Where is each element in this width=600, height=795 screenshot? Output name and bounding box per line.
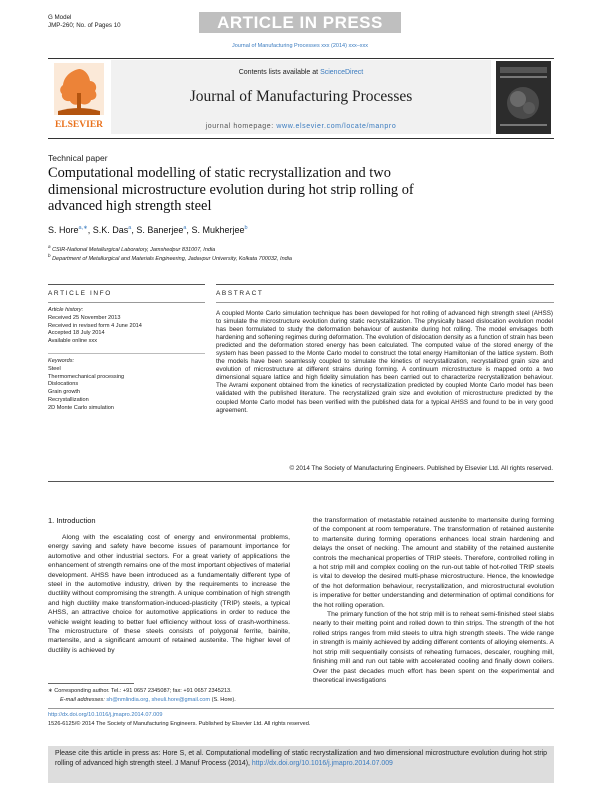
affiliation-sup: a: [48, 244, 51, 249]
cite-doi-link[interactable]: http://dx.doi.org/10.1016/j.jmapro.2014.07.009: [251, 760, 393, 767]
elsevier-wordmark: ELSEVIER: [54, 120, 104, 130]
abstract-copyright: © 2014 The Society of Manufacturing Engineers. Published by Elsevier Ltd. All rights reserved.: [289, 465, 553, 472]
divider: [48, 481, 554, 482]
author-sep: ,: [87, 225, 93, 235]
journal-homepage: [111, 123, 491, 130]
email-links[interactable]: sh@nmlindia.org, sheuli.hore@gmail.com: [106, 697, 211, 703]
author-name[interactable]: S. Hore: [48, 225, 79, 235]
corresponding-author-note: ∗ Corresponding author. Tel.: +91 0657 2345087; fax: +91 0657 2345213.: [48, 688, 232, 694]
divider: [48, 284, 205, 285]
keyword: Thermomechanical processing: [48, 373, 125, 380]
intro-right-column: [313, 516, 554, 685]
cite-text: Please cite this article in press as: Hore S, et al. Computational modelling of static recrystallization and two dimensional microstructure evolution during hot strip rolling of advanced high strength steel. J Manuf Process (2014),: [55, 750, 547, 767]
divider: [216, 284, 554, 285]
email-suffix: (S. Hore).: [210, 697, 236, 703]
paragraph: Along with the escalating cost of energy and environmental problems, energy saving and safety have become issues of paramount importance for automotive and other industrial sectors. For a great variety of applications the enhancement of strength remains one of the most important objectives of material development. AHSS have been introduced as a fundamentally different type of steel in the automotive industry, driven by the requirements to increase the ductility without compromising the strength. A unique combination of high strength and high ductility make transformation-induced-plasticity (TRIP) steels, a typical AHSS, an attractive choice for automotive applications in order to reduce the vehicle weight leading to better fuel efficiency without loss of crash-worthiness. The microstructure of these steels consists of polygonal ferrite, bainite, martensite, and a significant amount of retained austenite. The higher level of ductility is achieved by: [48, 534, 290, 654]
author-sup[interactable]: a,∗: [78, 225, 88, 231]
doi-link[interactable]: http://dx.doi.org/10.1016/j.jmapro.2014.07.009: [48, 712, 163, 718]
keyword: Recrystallization: [48, 396, 89, 403]
article-info-heading: ARTICLE INFO: [48, 290, 112, 297]
history-item: Received in revised form 4 June 2014: [48, 322, 142, 329]
affiliation: [48, 253, 292, 262]
author-name[interactable]: S. Banerjee: [136, 225, 184, 235]
intro-left-column: [48, 533, 290, 655]
keywords-label: Keywords:: [48, 358, 75, 364]
paragraph: the transformation of metastable retained austenite to martensite during forming of the component at room temperature. The transformation of retained austenite to martensite during forming operations enhances local strain hardening and delays the onset of necking. The amount and stability of the retained austenite controls the mechanical properties of TRIP steels. Therefore, controlled rolling in a hot strip mill and complex cooling on the run-out table of hot-rolled TRIP steels is vital to develop the desired multi-phase microstructure. Hence, the knowledge of the hot deformation behaviour, recrystallization, and microstructural evolution is imperative for better understanding and determination of optimal conditions for the hot rolling operation.: [313, 517, 554, 609]
email-note: [60, 697, 236, 703]
history-item: Available online xxx: [48, 338, 98, 345]
journal-citation-line[interactable]: Journal of Manufacturing Processes xxx (2014) xxx–xxx: [231, 43, 369, 49]
history-item: Received 25 November 2013: [48, 314, 121, 321]
issn-line: 1526-6125/© 2014 The Society of Manufacturing Engineers. Published by Elsevier Ltd. All rights reserved.: [48, 721, 311, 727]
keyword: 2D Monte Carlo simulation: [48, 404, 114, 411]
footnote-rule: [48, 683, 134, 684]
affiliation-text: Department of Metallurgical and Materials Engineering, Jadavpur University, Kolkata 700032, India: [52, 255, 292, 262]
journal-ref-block: [48, 14, 121, 30]
jmp-ref: JMP-260;: [48, 22, 75, 29]
journal-cover-thumbnail: [496, 61, 551, 134]
keywords: [48, 358, 205, 413]
title-line: Computational modelling of static recrystallization and two: [48, 165, 391, 181]
homepage-label: journal homepage:: [205, 123, 277, 130]
divider: [216, 302, 554, 303]
contents-prefix: Contents lists available at: [238, 69, 321, 76]
author-sup[interactable]: b: [244, 225, 248, 231]
divider: [48, 353, 205, 354]
keyword: Dislocations: [48, 381, 79, 388]
homepage-link[interactable]: www.elsevier.com/locate/manpro: [276, 123, 397, 130]
affiliation-sup: b: [48, 253, 51, 258]
keyword: Grain growth: [48, 389, 81, 396]
journal-title: Journal of Manufacturing Processes: [189, 88, 413, 105]
author-sep: ,: [131, 225, 137, 235]
author-name[interactable]: S.K. Das: [92, 225, 129, 235]
elsevier-logo: [50, 61, 108, 131]
email-label: E-mail addresses:: [60, 697, 107, 703]
contents-line: [111, 69, 491, 76]
author-list: [48, 225, 248, 235]
sciencedirect-link[interactable]: ScienceDirect: [320, 69, 364, 76]
author-sup[interactable]: a: [128, 225, 132, 231]
keyword: Steel: [48, 365, 61, 372]
affiliation-text: CSIR-National Metallurgical Laboratory, Jamshedpur 831007, India: [52, 246, 216, 253]
title-line: dimensional microstructure evolution during hot strip rolling of: [48, 181, 414, 198]
abstract-heading: ABSTRACT: [216, 290, 264, 297]
divider: [48, 302, 205, 303]
cite-box-text: [55, 749, 547, 769]
article-history: [48, 307, 205, 346]
history-item: Accepted 18 July 2014: [48, 330, 105, 337]
section-heading: 1. Introduction: [48, 516, 96, 525]
history-label: Article history:: [48, 307, 84, 313]
article-type: Technical paper: [48, 153, 108, 163]
gmodel-label: G Model: [48, 14, 72, 21]
author-sep: ,: [186, 225, 192, 235]
affiliation: [48, 244, 215, 253]
paper-title: [48, 165, 518, 215]
abstract-body: A coupled Monte Carlo simulation technique has been developed for hot rolling of advanced high strength steel (AHSS) to simulate the microstructure evolution during static recrystallization. The physically based dislocation evolution model has been formulated to study the deformation behaviour of austenite during hot rolling. The model envisages both hardening and softening regimes during deformation. The evolution of dislocation density as a function of strain has been predicted and the deformation stored energy has been calculated. The computed value of the stored energy of the system has been passed to the Monte Carlo model to construct the total energy Hamiltonian of the lattice system. Both the models have been seamlessly coupled to simulate the kinetics of recrystallization, recrystallized grain size and evolution of microstructure at different strains during forming. A continuum microstructure is mapped onto a two dimensional square lattice and high fidelity simulation has been carried out to characterize recrystallization behaviour. The Avrami exponent obtained from the kinetics of recrystallization predicted by coupled Monte Carlo model has been validated with the published literature. The recrystallized grain size and evolution of microstructure predicted by the coupled Monte Carlo model has been verified with the published data for a typical AHSS and found to be in very good agreement.: [216, 310, 553, 414]
page-count: No. of Pages 10: [76, 22, 121, 29]
paragraph: The primary function of the hot strip mill is to reheat semi-finished steel slabs nearly to their melting point and rolled down to thin strips. The strength of the hot rolled strips ranges from mild steels to ultra high strength steels. The wide range in strength is mainly achieved by adding different contents of alloying elements. A hot strip mill sequentially consists of reheating furnaces, descaler, roughing mill, finishing mill and run out table with accelerated cooling and finally down coilers. Over the past decades much effort has been spent on the experimental and theoretical investigations: [313, 611, 554, 684]
author-name[interactable]: S. Mukherjee: [191, 225, 245, 235]
author-sup[interactable]: a: [183, 225, 187, 231]
article-in-press-banner: ARTICLE IN PRESS: [199, 12, 401, 33]
title-line: advanced high strength steel: [48, 198, 212, 214]
divider: [48, 708, 554, 709]
